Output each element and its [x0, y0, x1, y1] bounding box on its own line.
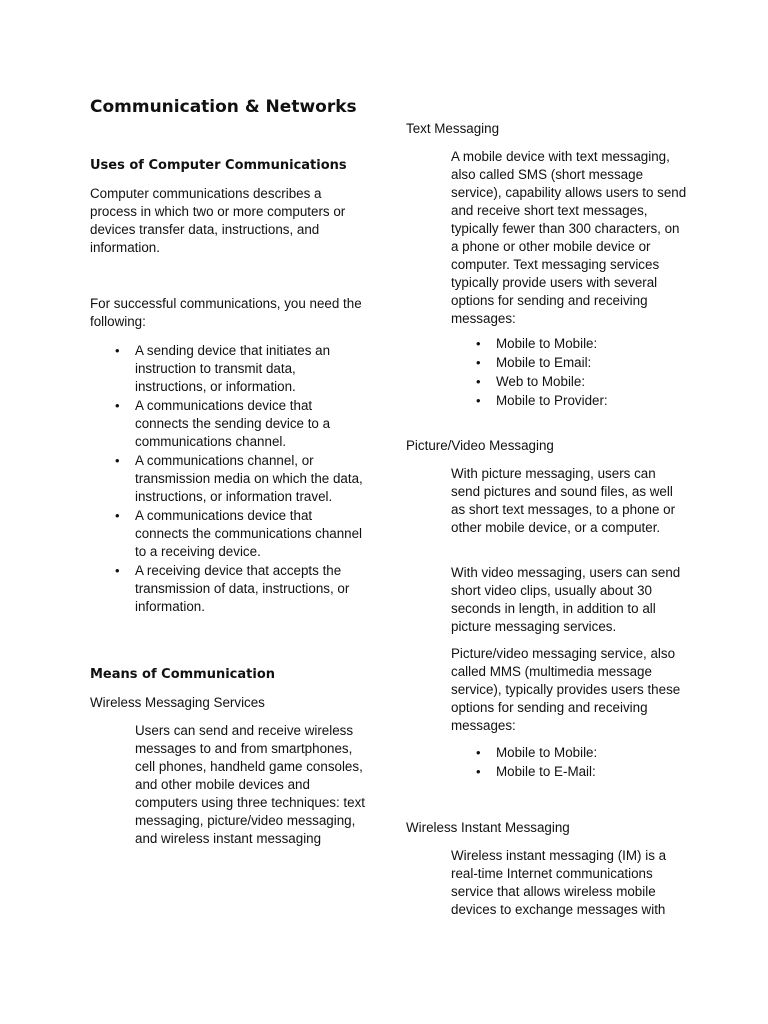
im-paragraph: Wireless instant messaging (IM) is a real-time Internet communications service that allows wireless mobile devices to exchange messages with [451, 848, 667, 917]
list-item: • A communications device that connects the communications channel to a receiving device. [115, 508, 363, 559]
bullet-icon: • [476, 764, 481, 779]
picture-subheading: Picture/Video Messaging [406, 438, 554, 453]
wireless-services-subheading: Wireless Messaging Services [90, 695, 265, 710]
bullet-icon: • [476, 393, 481, 408]
mms-options-list [476, 744, 686, 782]
text-messaging-paragraph: A mobile device with text messaging, also called SMS (short message service), capability allows users to send and receive short text messages, typically fewer than 300 characters, on a phone or other mobile device or computer. Text messaging services typically provide users with several options for sending and receiving messages: [451, 149, 687, 326]
mms-paragraph: Picture/video messaging service, also called MMS (multimedia message service), typically provides users these options for sending and receiving messages: [451, 646, 681, 733]
list-item: • A sending device that initiates an instruction to transmit data, instructions, or information. [115, 343, 331, 394]
requirements-list [115, 342, 367, 617]
video-paragraph: With video messaging, users can send short video clips, usually about 30 seconds in length, in addition to all picture messaging services. [451, 565, 681, 634]
bullet-icon: • [476, 336, 481, 351]
bullet-icon: • [115, 398, 120, 413]
wireless-services-paragraph: Users can send and receive wireless messages to and from smartphones, cell phones, handheld game consoles, and other mobile devices and computers using three techniques: text messaging, picture/video messaging, and wireless instant messaging [135, 723, 366, 846]
uses-paragraph: Computer communications describes a process in which two or more computers or devices transfer data, instructions, and information. [90, 186, 346, 255]
success-paragraph: For successful communications, you need the following: [90, 296, 362, 329]
list-item: • Web to Mobile: [476, 374, 586, 389]
bullet-icon: • [115, 563, 120, 578]
list-item: • Mobile to E-Mail: [476, 764, 596, 779]
bullet-icon: • [115, 508, 120, 523]
im-subheading: Wireless Instant Messaging [406, 820, 570, 835]
list-item: • Mobile to Mobile: [476, 745, 598, 760]
list-item: • A communications device that connects the sending device to a communications channel. [115, 398, 331, 449]
text-messaging-subheading: Text Messaging [406, 121, 500, 136]
list-item: • Mobile to Mobile: [476, 336, 598, 351]
page-title: Communication & Networks [90, 97, 357, 117]
text-options-list [476, 335, 686, 411]
bullet-icon: • [476, 745, 481, 760]
bullet-icon: • [476, 355, 481, 370]
means-heading: Means of Communication [90, 667, 276, 682]
list-item: • A receiving device that accepts the transmission of data, instructions, or information. [115, 563, 350, 614]
bullet-icon: • [476, 374, 481, 389]
bullet-icon: • [115, 343, 120, 358]
uses-heading: Uses of Computer Communications [90, 158, 347, 173]
list-item: • A communications channel, or transmission media on which the data, instructions, or information travel. [115, 453, 363, 504]
list-item: • Mobile to Provider: [476, 393, 608, 408]
list-item: • Mobile to Email: [476, 355, 592, 370]
bullet-icon: • [115, 453, 120, 468]
picture-paragraph: With picture messaging, users can send pictures and sound files, as well as short text messages, to a phone or other mobile device, or a computer. [451, 466, 676, 535]
